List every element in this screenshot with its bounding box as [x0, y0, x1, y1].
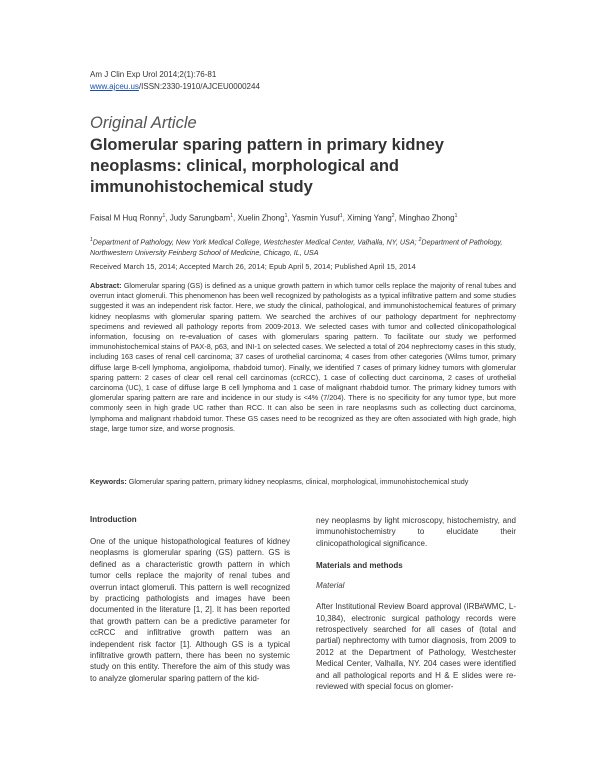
article-title [90, 135, 510, 198]
author-name: Ximing Yang [347, 213, 392, 223]
keywords [90, 477, 516, 487]
journal-citation: Am J Clin Exp Urol 2014;2(1):76-81 [90, 70, 217, 79]
journal-header [90, 69, 260, 93]
introduction-heading: Introduction [90, 515, 137, 524]
right-column [316, 515, 516, 692]
abstract-label: Abstract: [90, 281, 122, 290]
affiliation-1: Department of Pathology, New York Medical College, Westchester Medical Center, Valhalla, NY, USA; [92, 237, 419, 247]
journal-links [90, 81, 260, 93]
article-type: Original Article [90, 114, 197, 132]
author-name: Xuelin Zhong [237, 213, 285, 223]
author-name: Yasmin Yusuf [291, 213, 340, 223]
material-subheading: Material [316, 581, 345, 591]
author-sup: 2 [391, 213, 395, 219]
author-list: Faisal M Huq Ronny$^1$, Judy Sarungbam$^1$, Xuelin Zhong$^1$, Yasmin Yusuf$^1$, Ximing Yang$^2$, Minghao Zhong$^1$ [90, 213, 458, 223]
title-line: neoplasms: clinical, morphological and [90, 157, 399, 175]
affil-sup: 2 [418, 237, 422, 243]
keywords-text: Glomerular sparing pattern, primary kidney neoplasms, clinical, morphological, immunohistochemical study [128, 477, 469, 486]
keywords-label: Keywords: [90, 477, 127, 486]
affiliations [90, 235, 526, 258]
abstract-text: Glomerular sparing (GS) is defined as a unique growth pattern in which tumor cells replace the majority of renal tubes and overrun intact glomeruli. This phenomenon has been well recognized by pathologists as a typical infiltrative pattern and some studies suggested it was an independent risk factor. Here, we study the clinical, pathological, and immunohistochemical features of primary kidney neoplasms with glomerular sparing pattern. We searched the archives of our pathology department for nephrectomy specimens and reviewed all pathology reports from 2009-2013. We selected cases with tumor and collected clinicopathological information, focusing on re-evaluation of cases with glomerulars sparing pattern. To facilitate our study we performed immunohistochemical stains of PAX-8, p63, and INI-1 on selected cases. We selected a total of 204 nephrectomy cases in this study, including 163 cases of renal cell carcinoma; 37 cases of urothelial carcinoma; 4 cases from other categories (Wilms tumor, primary diffuse large B-cell lymphoma, angiolipoma, rhabdoid tumor). Finally, we identified 7 cases of primary kidney tumors with glomerular sparing pattern: 2 cases of clear cell renal cell carcinomas (ccRCC), 1 case of collecting duct carcinoma, 2 cases of urothelial carcinoma (UC), 1 case of diffuse large B cell lymphoma and 1 case of malignant rhabdoid tumor. The primary kidney tumors with glomerular sparing pattern are rare and incidence in our study is <4% (7/204). There is no specificity for any tumor type, but more commonly seen in high grade UC rather than RCC. It can also be seen in rare neoplasms such as collecting duct carcinoma, lymphoma and malignant rhabdoid tumor. These GS cases need to be recognized as they are often associated with high grade, high stage, large tumor size, and worse prognosis. [90, 281, 516, 433]
author-sup: 1 [339, 213, 343, 219]
material-text: After Institutional Review Board approval (IRB#WMC, L-10,384), electronic surgical pathology records were retrospectively searched for all cases of (total and partial) nephrectomy with tumor diagnosis, from 2009 to 2012 at the Department of Pathology, Westchester Medical Center, Valhalla, NY. 204 cases were identified and all pathological reports and H & E slides were re-reviewed with special focus on glomer- [316, 602, 516, 692]
affil-sup: 1 [90, 237, 93, 243]
journal-issn: /ISSN:2330-1910/AJCEU0000244 [138, 82, 260, 91]
abstract [90, 281, 516, 434]
title-line: immunohistochemical study [90, 178, 313, 196]
author-sup: 1 [284, 213, 288, 219]
introduction-continuation: ney neoplasms by light microscopy, histochemistry, and immunohistochemistry to elucidate their clinicopathological significance. [316, 516, 516, 548]
author-name: Judy Sarungbam [169, 213, 231, 223]
author-sup: 1 [162, 213, 166, 219]
introduction-text: One of the unique histopathological features of kidney neoplasms is glomerular sparing (GS) pattern. GS is defined as a characteristic growth pattern in which tumor cells replace the majority of renal tubes and overrun intact glomeruli. This pattern is well recognized by practicing pathologists and images have been documented in the literature [1, 2]. It has been reported that growth pattern can be a predictive parameter for ccRCC and infiltrative growth pattern was an independent risk factor [1]. Although GS is a typical infiltrative growth pattern, there has been no systemic study on this entity. Therefore the aim of this study was to analyze glomerular sparing pattern of the kid- [90, 537, 290, 683]
publication-dates: Received March 15, 2014; Accepted March 26, 2014; Epub April 5, 2014; Published April 15, 2014 [90, 262, 416, 271]
methods-heading: Materials and methods [316, 561, 403, 571]
author-sup: 1 [230, 213, 233, 219]
author-sup: 1 [454, 213, 458, 219]
title-line: Glomerular sparing pattern in primary kidney [90, 136, 444, 154]
journal-url-link[interactable]: www.ajceu.us [90, 82, 139, 91]
author-name: Minghao Zhong [398, 213, 455, 223]
author-name: Faisal M Huq Ronny [90, 213, 163, 223]
affiliation-2: Department of Pathology, Northwestern University Feinberg School of Medicine, Chicago, IL, USA [90, 237, 503, 258]
left-column [90, 515, 290, 684]
